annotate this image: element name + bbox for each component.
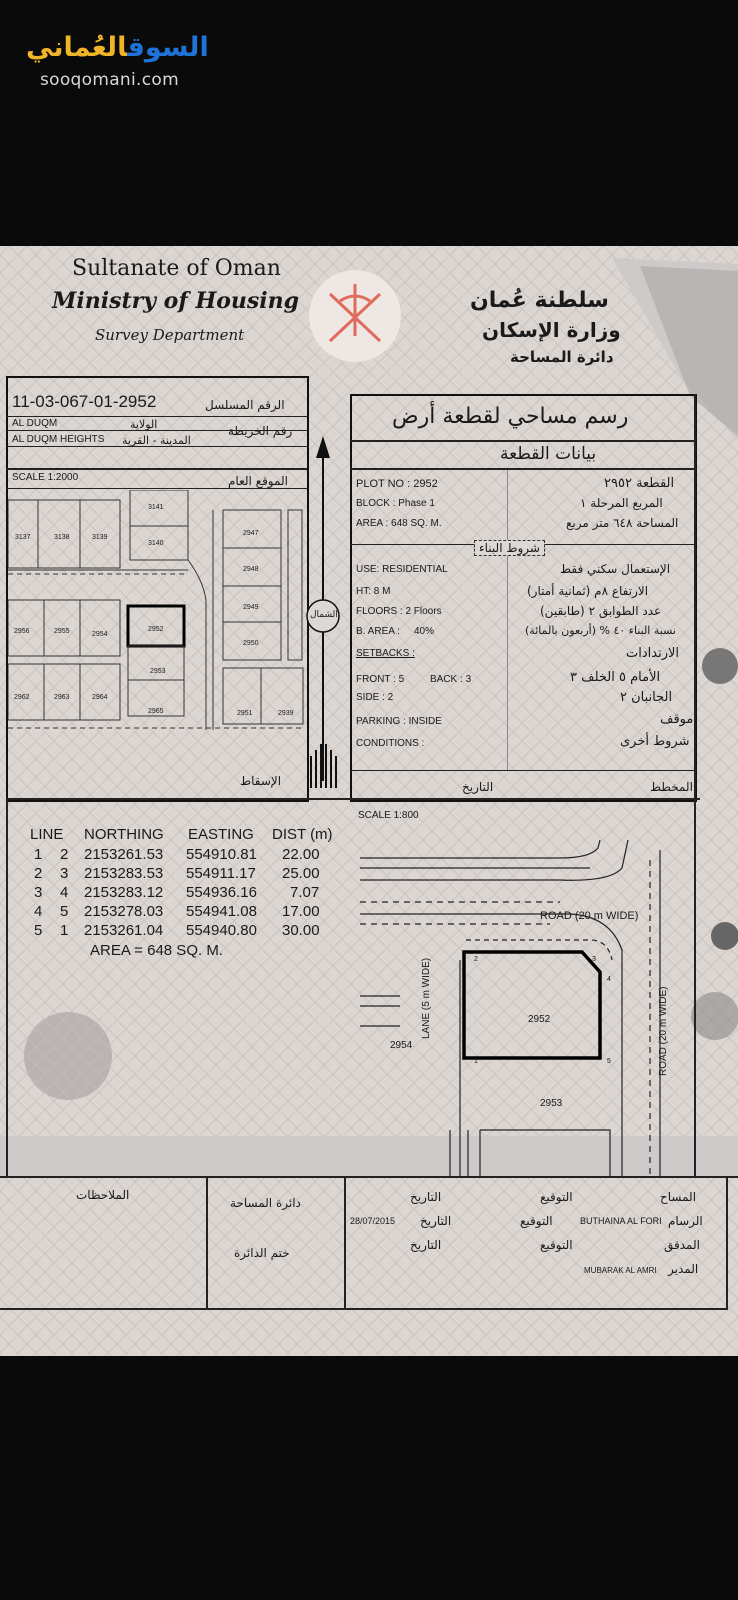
below-plot-number: 2953 <box>540 1098 563 1109</box>
from-point: 3 <box>34 884 43 901</box>
to-point: 2 <box>60 846 69 863</box>
lane-label: LANE (5 m WIDE) <box>421 957 432 1039</box>
village: AL DUQM HEIGHTS <box>12 434 105 445</box>
drafter-ar: الرسام <box>668 1214 703 1228</box>
height: HT: 8 M <box>356 586 391 597</box>
side-ar: الجانبان ٢ <box>620 690 673 705</box>
signature-ar: التوقيع <box>540 1238 573 1252</box>
plot-label: 2955 <box>54 628 70 635</box>
header-ar1: سلطنة عُمان <box>470 288 609 313</box>
back-setback: BACK : 3 <box>430 674 472 685</box>
reference-number: 11-03-067-01-2952 <box>12 392 157 411</box>
vertex-4: 4 <box>607 976 611 983</box>
surveyor-ar: المساح <box>660 1190 697 1204</box>
building-area-ar: نسبة البناء ٤٠ % (أربعون بالمائة) <box>525 624 676 637</box>
road-label: ROAD (20 m WIDE) <box>540 910 639 922</box>
date-ar: التاريخ <box>462 780 494 794</box>
distance: 30.00 <box>282 922 320 939</box>
checker-ar: المدقق <box>664 1238 700 1252</box>
plot-label: 3139 <box>92 534 108 541</box>
location-scale: SCALE 1:2000 <box>12 472 79 483</box>
plot-label: 3141 <box>148 504 164 511</box>
setbacks: SETBACKS : <box>356 648 415 659</box>
village-ar: المدينة - القرية <box>122 434 191 447</box>
northing: 2153261.53 <box>84 846 164 863</box>
total-area: AREA = 648 SQ. M. <box>90 942 223 959</box>
plot-label: 2951 <box>237 710 253 717</box>
plot-label: 2953 <box>150 668 166 675</box>
northing: 2153278.03 <box>84 903 164 920</box>
front-setback: FRONT : 5 <box>356 674 405 685</box>
dept-ar: دائرة المساحة <box>230 1196 301 1210</box>
header-line1: Sultanate of Oman <box>72 256 281 281</box>
area-ar: المساحة ٦٤٨ متر مربع <box>566 516 679 530</box>
watermark-blue: السوق <box>127 32 209 63</box>
wilayat: AL DUQM <box>12 418 58 429</box>
plot-label: 2964 <box>92 694 108 701</box>
to-point: 3 <box>60 865 69 882</box>
easting: 554941.08 <box>186 903 257 920</box>
header-line3: Survey Department <box>95 326 245 344</box>
drafter-name: BUTHAINA AL FORI <box>580 1216 662 1226</box>
parking: PARKING : INSIDE <box>356 716 442 727</box>
easting: 554910.81 <box>186 846 257 863</box>
director-ar: المدير <box>668 1262 699 1276</box>
site-plan <box>360 840 694 1176</box>
notes-ar: الملاحظات <box>76 1188 130 1202</box>
header-ar3: دائرة المساحة <box>510 348 614 366</box>
watermark-url: sooqomani.com <box>40 70 179 90</box>
planner-ar: المخطط <box>650 780 693 794</box>
header-ar2: وزارة الإسكان <box>482 318 621 342</box>
plot-data-ar: بيانات القطعة <box>500 444 597 464</box>
easting: 554911.17 <box>186 865 256 882</box>
northing: 2153261.04 <box>84 922 164 939</box>
signature-ar: التوقيع <box>540 1190 573 1204</box>
northing: 2153283.12 <box>84 884 164 901</box>
main-plot-number: 2952 <box>528 1014 551 1025</box>
director-name: MUBARAK AL AMRI <box>584 1266 657 1275</box>
date-ar: التاريخ <box>410 1190 442 1204</box>
from-point: 1 <box>34 846 43 863</box>
col-line: LINE <box>30 826 64 843</box>
stamp-ar: ختم الدائرة <box>234 1246 290 1260</box>
from-point: 4 <box>34 903 43 920</box>
ref-label-ar: الرقم المسلسل <box>205 398 285 412</box>
wilayat-ar: الولاية <box>130 418 158 431</box>
from-point: 2 <box>34 865 43 882</box>
north-ar: الشمال <box>310 610 338 620</box>
plot-no-ar: القطعة ٢٩٥٢ <box>604 476 675 491</box>
plot-boundary <box>464 952 600 1058</box>
header-line2: Ministry of Housing <box>52 288 300 314</box>
use: USE: RESIDENTIAL <box>356 564 448 575</box>
easting: 554936.16 <box>186 884 257 901</box>
distance: 22.00 <box>282 846 320 863</box>
conditions-header-ar: شروط البناء <box>474 540 545 556</box>
signature-ar: التوقيع <box>520 1214 553 1228</box>
front-back-ar: الأمام ٥ الخلف ٣ <box>570 670 661 685</box>
distance: 17.00 <box>282 903 320 920</box>
drafted-date: 28/07/2015 <box>350 1216 396 1226</box>
vertex-1: 1 <box>474 1058 478 1065</box>
vertex-2: 2 <box>474 956 478 963</box>
left-plot-number: 2954 <box>390 1040 413 1051</box>
plot-label: 2956 <box>14 628 30 635</box>
from-point: 5 <box>34 922 43 939</box>
plot-label: 2939 <box>278 710 294 717</box>
vertex-3: 3 <box>592 956 596 963</box>
setbacks-ar: الارتدادات <box>626 646 679 661</box>
survey-document <box>0 246 738 1356</box>
distance: 25.00 <box>282 865 320 882</box>
distance: 7.07 <box>290 884 320 901</box>
use-ar: الإستعمال سكني فقط <box>560 562 671 576</box>
plot-label: 2954 <box>92 631 108 638</box>
plan-title-ar: رسم مساحي لقطعة أرض <box>392 404 629 429</box>
vertex-5: 5 <box>607 1058 611 1065</box>
easting: 554940.80 <box>186 922 257 939</box>
col-northing: NORTHING <box>84 826 164 843</box>
date-ar: التاريخ <box>420 1214 452 1228</box>
col-easting: EASTING <box>188 826 254 843</box>
map-no-ar: رقم الخريطة <box>228 424 293 438</box>
plot-label: 2947 <box>243 530 259 537</box>
to-point: 4 <box>60 884 69 901</box>
side-setback: SIDE : 2 <box>356 692 394 703</box>
northing: 2153283.53 <box>84 865 164 882</box>
height-ar: الارتفاع ٨م (ثمانية أمتار) <box>527 584 649 598</box>
plot-label: 2965 <box>148 708 164 715</box>
area: AREA : 648 SQ. M. <box>356 518 442 529</box>
plot-label: 2963 <box>54 694 70 701</box>
plot-label: 2950 <box>243 640 259 647</box>
block-ar: المربع المرحلة ١ <box>580 496 663 510</box>
plot-label: 3140 <box>148 540 164 547</box>
block: BLOCK : Phase 1 <box>356 498 435 509</box>
location-ar: الموقع العام <box>228 474 288 488</box>
plot-label: 3138 <box>54 534 70 541</box>
plot-label: 2962 <box>14 694 30 701</box>
floors-ar: عدد الطوابق ٢ (طابقين) <box>540 604 662 618</box>
parking-ar: موقف <box>660 712 694 727</box>
to-point: 1 <box>60 922 69 939</box>
conditions: CONDITIONS : <box>356 738 425 749</box>
conditions-ar: شروط أخرى <box>620 734 690 749</box>
plot-label: 2949 <box>243 604 259 611</box>
plot-label: 2952 <box>148 626 164 633</box>
plot-no: PLOT NO : 2952 <box>356 478 438 490</box>
watermark-logo <box>26 32 209 63</box>
building-area: B. AREA : <box>356 626 400 637</box>
siteplan-scale: SCALE 1:800 <box>358 810 419 821</box>
road-right-label: ROAD (20 m WIDE) <box>658 986 669 1076</box>
projection-ar: الإسقاط <box>240 774 282 788</box>
plot-label: 3137 <box>15 534 31 541</box>
to-point: 5 <box>60 903 69 920</box>
watermark-gold: العُماني <box>26 32 128 63</box>
floors: FLOORS : 2 Floors <box>356 606 442 617</box>
plot-label: 2948 <box>243 566 259 573</box>
building-area-value: 40% <box>414 626 435 637</box>
col-dist: DIST (m) <box>272 826 333 843</box>
date-ar: التاريخ <box>410 1238 442 1252</box>
